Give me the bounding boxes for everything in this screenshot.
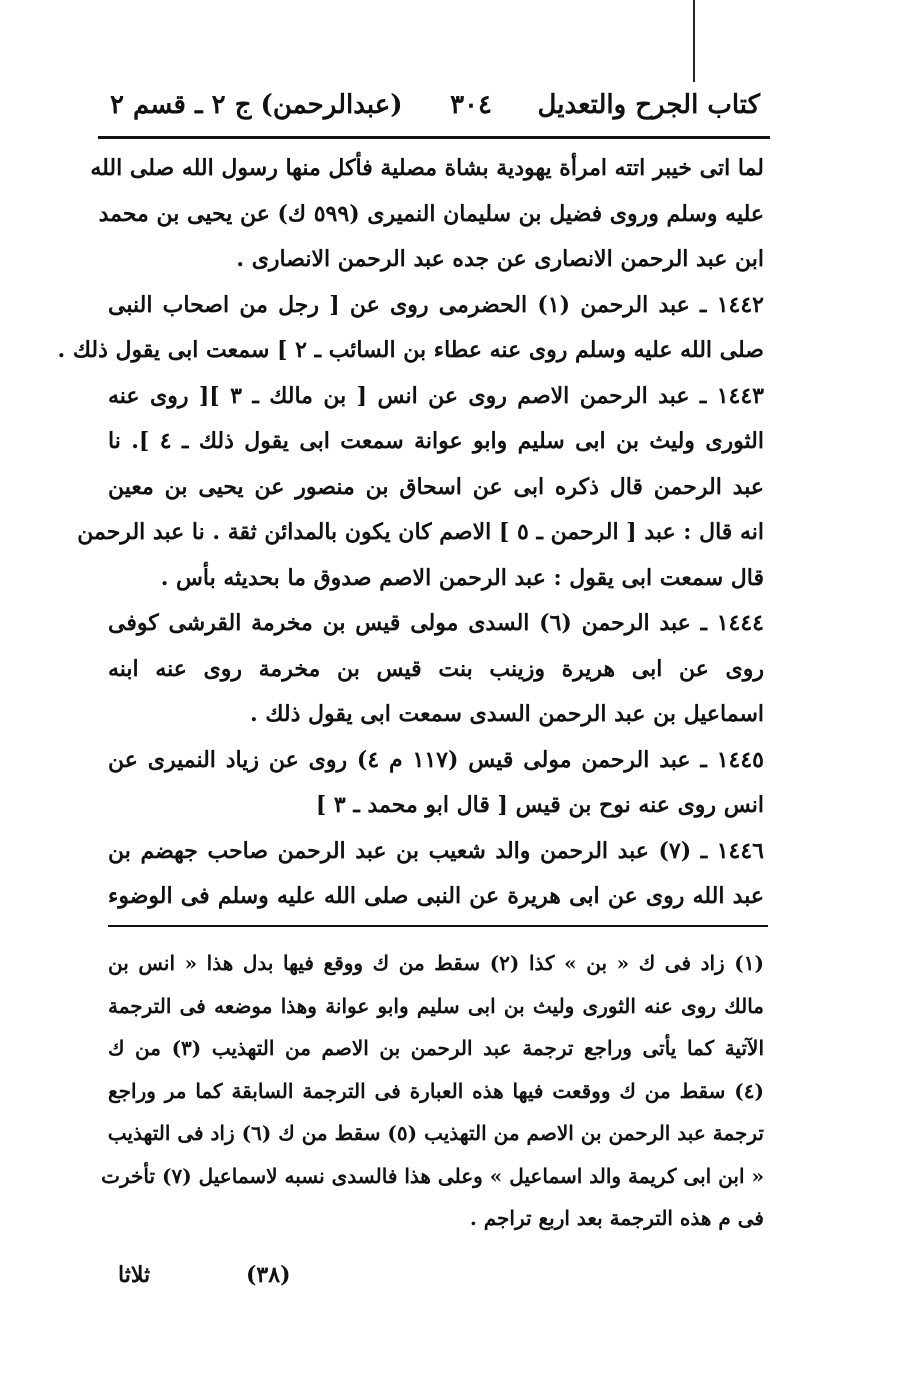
- footnote-line: (٤) سقط من ك ووقعت فيها هذه العبارة فى الترجمة السابقة كما مر وراجع: [108, 1078, 764, 1103]
- binding-line: [693, 0, 695, 82]
- section-label: (عبدالرحمن) ج ٢ ـ قسم ٢: [110, 90, 403, 120]
- main-text: [57, 146, 764, 920]
- header-rule: [98, 136, 770, 139]
- text-line: لما اتى خيبر اتته امرأة يهودية بشاة مصلية فأكل منها رسول الله صلى الله: [90, 155, 764, 181]
- footnote-line: مالك روى عنه الثورى وليث بن ابى سليم وابو عوانة وهذا موضعه فى الترجمة: [108, 993, 764, 1018]
- entry-1442-line: ١٤٤٢ ـ عبد الرحمن (١) الحضرمى روى عن [ رجل من اصحاب النبى: [108, 291, 764, 318]
- entry-1445-line: ١٤٤٥ ـ عبد الرحمن مولى قيس (١١٧ م ٤) روى عن زياد النميرى عن: [108, 746, 764, 773]
- footnote-rule: [108, 925, 768, 927]
- footnote-line: (١) زاد فى ك « بن » كذا (٢) سقط من ك ووقع فيها بدل هذا « انس بن: [108, 951, 764, 975]
- footnote-line: « ابن ابى كريمة والد اسماعيل » وعلى هذا فالسدى نسبه لاسماعيل (٧) تأخرت: [101, 1163, 764, 1188]
- folio-number: (٣٨): [246, 1262, 291, 1288]
- entry-1443-line: ١٤٤٣ ـ عبد الرحمن الاصم روى عن انس [ بن مالك ـ ٣ ][ روى عنه: [108, 382, 764, 409]
- text-line: روى عن ابى هريرة وزينب بنت قيس بن مخرمة روى عنه ابنه: [108, 655, 764, 682]
- entry-1446-line: ١٤٤٦ ـ (٧) عبد الرحمن والد شعيب بن عبد الرحمن صاحب جهضم بن: [108, 837, 764, 864]
- page-number: ٣٠٤: [450, 90, 492, 120]
- signature-mark: ثلاثا: [118, 1262, 151, 1288]
- running-header: [110, 90, 760, 130]
- footnote-line: الآتية كما يأتى وراجع ترجمة عبد الرحمن بن الاصم من التهذيب (٣) من ك: [108, 1036, 764, 1060]
- entry-1444-line: ١٤٤٤ ـ عبد الرحمن (٦) السدى مولى قيس بن مخرمة القرشى كوفى: [108, 610, 764, 636]
- text-line: الثورى وليث بن ابى سليم وابو عوانة سمعت ابى يقول ذلك ـ ٤ ]. نا: [108, 428, 764, 454]
- footnote-line: فى م هذه الترجمة بعد اربع تراجم .: [469, 1206, 764, 1230]
- book-title: كتاب الجرح والتعديل: [537, 90, 760, 120]
- footnotes: [101, 942, 764, 1240]
- text-line: انس روى عنه نوح بن قيس [ قال ابو محمد ـ ٣ ]: [315, 792, 764, 818]
- footnote-line: ترجمة عبد الرحمن بن الاصم من التهذيب (٥) سقط من ك (٦) زاد فى التهذيب: [107, 1121, 764, 1145]
- text-line: صلى الله عليه وسلم روى عنه عطاء بن السائب ـ ٢ ] سمعت ابى يقول ذلك .: [57, 337, 764, 363]
- text-line: انه قال : عبد [ الرحمن ـ ٥ ] الاصم كان يكون بالمدائن ثقة . نا عبد الرحمن: [77, 519, 764, 545]
- text-line: عبد الرحمن قال ذكره ابى عن اسحاق بن منصور عن يحيى بن معين: [108, 473, 764, 500]
- text-line: عليه وسلم وروى فضيل بن سليمان النميرى (٥٩٩ ك) عن يحيى بن محمد: [98, 200, 764, 227]
- text-line: قال سمعت ابى يقول : عبد الرحمن الاصم صدوق ما بحديثه بأس .: [160, 564, 764, 591]
- text-line: ابن عبد الرحمن الانصارى عن جده عبد الرحمن الانصارى .: [236, 246, 764, 272]
- text-line: عبد الله روى عن ابى هريرة عن النبى صلى الله عليه وسلم فى الوضوء: [108, 883, 764, 909]
- text-line: اسماعيل بن عبد الرحمن السدى سمعت ابى يقول ذلك .: [250, 701, 764, 727]
